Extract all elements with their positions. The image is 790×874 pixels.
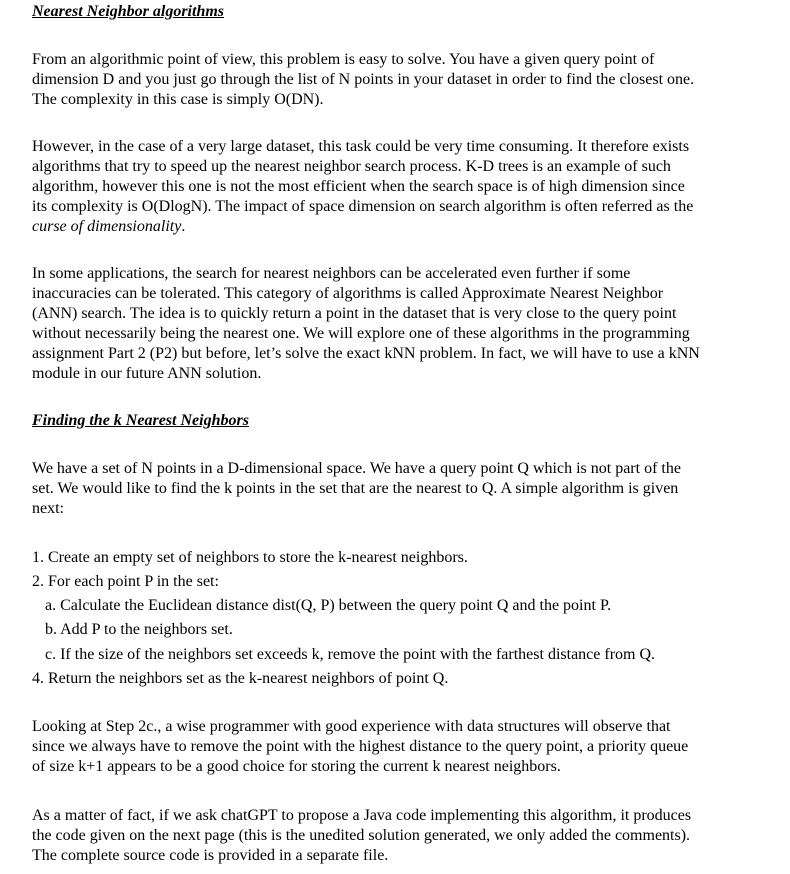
section-heading-finding-k-nn: Finding the k Nearest Neighbors bbox=[32, 412, 249, 429]
text-line: inaccuracies can be tolerated. This category of algorithms is called Approximate Nearest Neighbor bbox=[32, 285, 664, 302]
paragraph-ann bbox=[32, 264, 768, 384]
text-line: of size k+1 appears to be a good choice for storing the current k nearest neighbors. bbox=[32, 758, 561, 775]
paragraph-chatgpt bbox=[32, 806, 768, 866]
text-line: From an algorithmic point of view, this problem is easy to solve. You have a given query point of bbox=[32, 51, 655, 68]
text-line: without necessarily being the nearest one. We will explore one of these algorithms in the programming bbox=[32, 325, 690, 342]
text-line: In some applications, the search for nearest neighbors can be accelerated even further if some bbox=[32, 265, 631, 282]
paragraph-priority-queue bbox=[32, 717, 768, 777]
text-line: algorithms that try to speed up the nearest neighbor search process. K-D trees is an example of such bbox=[32, 158, 671, 175]
algorithm-step-2b: b. Add P to the neighbors set. bbox=[45, 621, 233, 638]
algorithm-step-2c: c. If the size of the neighbors set exceeds k, remove the point with the farthest distance from Q. bbox=[45, 646, 656, 663]
text-line: Looking at Step 2c., a wise programmer with good experience with data structures will observe that bbox=[32, 718, 671, 735]
text-line: set. We would like to find the k points in the set that are the nearest to Q. A simple algorithm is given bbox=[32, 480, 679, 497]
text-line: As a matter of fact, if we ask chatGPT to propose a Java code implementing this algorithm, it produces bbox=[32, 807, 692, 824]
paragraph-problem-statement bbox=[32, 459, 768, 519]
algorithm-step-1: 1. Create an empty set of neighbors to store the k-nearest neighbors. bbox=[32, 549, 468, 566]
algorithm-step-2a: a. Calculate the Euclidean distance dist(Q, P) between the query point Q and the point P. bbox=[45, 597, 612, 614]
text-line: the code given on the next page (this is the unedited solution generated, we only added the comments). bbox=[32, 827, 691, 844]
text-line: next: bbox=[32, 500, 64, 517]
text-line: We have a set of N points in a D-dimensional space. We have a query point Q which is not part of the bbox=[32, 460, 681, 477]
text-line: module in our future ANN solution. bbox=[32, 365, 262, 382]
algorithm-step-2: 2. For each point P in the set: bbox=[32, 573, 219, 590]
text-line: The complete source code is provided in a separate file. bbox=[32, 847, 389, 864]
text-line: assignment Part 2 (P2) but before, let’s solve the exact kNN problem. In fact, we will have to use a kNN bbox=[32, 345, 700, 362]
paragraph-intro bbox=[32, 50, 768, 110]
text-line: algorithm, however this one is not the most efficient when the search space is of high dimension since bbox=[32, 178, 685, 195]
paragraph-large-dataset bbox=[32, 137, 768, 237]
algorithm-step-4: 4. Return the neighbors set as the k-nearest neighbors of point Q. bbox=[32, 670, 449, 687]
text-line: its complexity is O(DlogN). The impact of space dimension on search algorithm is often referred as the bbox=[32, 198, 694, 215]
text-line: dimension D and you just go through the list of N points in your dataset in order to find the closest one. bbox=[32, 71, 695, 88]
text-line: However, in the case of a very large dataset, this task could be very time consuming. It therefore exists bbox=[32, 138, 690, 155]
text-line-emphasis bbox=[32, 217, 768, 237]
section-heading-nearest-neighbor: Nearest Neighbor algorithms bbox=[32, 3, 225, 20]
text-line: The complexity in this case is simply O(DN). bbox=[32, 91, 324, 108]
text-line: (ANN) search. The idea is to quickly return a point in the dataset that is very close to the query point bbox=[32, 305, 677, 322]
text-line: since we always have to remove the point with the highest distance to the query point, a priority queue bbox=[32, 738, 689, 755]
curse-of-dimensionality-term: curse of dimensionality bbox=[32, 218, 182, 235]
period: . bbox=[181, 218, 186, 235]
